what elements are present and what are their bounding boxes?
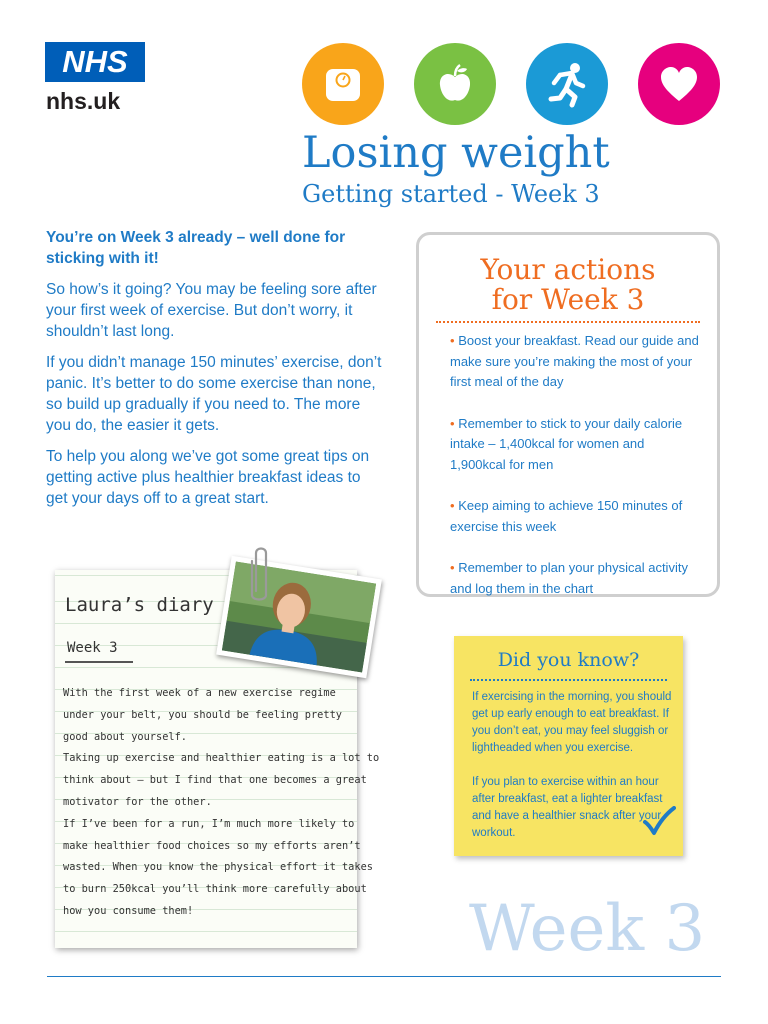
paperclip-icon: [248, 543, 274, 603]
did-you-know-note: [454, 636, 683, 856]
diary-line: motivator for the other.: [63, 795, 212, 808]
diary-title: Laura’s diary: [65, 594, 214, 616]
diary-line: If I’ve been for a run, I’m much more likely to: [63, 817, 355, 830]
actions-title: [419, 255, 717, 315]
diary-line: to burn 250kcal you’ll think more carefully about: [63, 883, 367, 896]
list-item-text: Remember to plan your physical activity and log them in the chart: [450, 560, 688, 596]
bullet-icon: •: [450, 415, 455, 431]
intro-paragraph: If you didn’t manage 150 minutes’ exercise, don’t panic. It’s better to do some exercise than none, so build up gradually if you need to. The more you do, the easier it gets.: [46, 354, 382, 434]
intro-paragraph: To help you along we’ve got some great tips on getting active plus healthier breakfast ideas to get your days off to a great start.: [46, 448, 370, 507]
dotted-divider: [470, 679, 667, 681]
diary-text: [63, 683, 380, 923]
actions-title-line: Your actions: [480, 253, 656, 286]
diary-underline: [65, 661, 133, 663]
nhs-logo: NHS: [45, 42, 145, 82]
bullet-icon: •: [450, 498, 455, 513]
did-you-know-paragraph: If you plan to exercise within an hour after breakfast, eat a lighter breakfast and have a healthier snack after your workout.: [472, 776, 663, 839]
running-icon: [526, 43, 608, 125]
bullet-icon: •: [450, 560, 455, 575]
diary-line: With the first week of a new exercise regime: [63, 687, 336, 699]
diary-line: think about – but I find that one becomes a great: [63, 774, 367, 787]
list-item-text: Remember to stick to your daily calorie intake – 1,400kcal for women and 1,900kcal for men: [450, 415, 683, 472]
diary-week: Week 3: [67, 640, 118, 656]
list-item-text: Keep aiming to achieve 150 minutes of exercise this week: [450, 498, 683, 534]
list-item: [450, 331, 700, 393]
intro-paragraph: So how’s it going? You may be feeling sore after your first week of exercise. But don’t worry, it shouldn’t last long.: [46, 281, 377, 340]
week-watermark: Week 3: [469, 892, 706, 966]
list-item: [450, 496, 700, 537]
diary-line: good about yourself.: [63, 730, 187, 743]
did-you-know-title: Did you know?: [497, 649, 640, 671]
bullet-icon: •: [450, 333, 455, 348]
dotted-divider: [436, 321, 700, 323]
list-item: [450, 414, 700, 476]
intro-lead: You’re on Week 3 already – well done for sticking with it!: [46, 229, 346, 267]
footer-divider: [47, 976, 721, 977]
diary-line: Taking up exercise and healthier eating is a lot to: [63, 752, 380, 765]
scales-icon: [302, 43, 384, 125]
actions-box: [416, 232, 720, 597]
page-title: Losing weight: [302, 128, 610, 178]
did-you-know-paragraph: If exercising in the morning, you should get up early enough to eat breakfast. If you don’t eat, you may feel sluggish or lightheaded when you exercise.: [472, 691, 672, 754]
diary-line: under your belt, you should be feeling pretty: [63, 708, 342, 721]
actions-list: [450, 331, 700, 620]
diary-line: how you consume them!: [63, 904, 194, 917]
list-item-text: Boost your breakfast. Read our guide and make sure you’re making the most of your first meal of the day: [450, 333, 699, 389]
intro-text: [46, 227, 386, 519]
heart-icon: [638, 43, 720, 125]
diary-line: make healthier food choices so my efforts aren’t: [63, 839, 361, 852]
actions-title-line: for Week 3: [491, 283, 645, 316]
list-item: [450, 558, 700, 599]
page-subtitle: Getting started - Week 3: [302, 180, 600, 208]
checkmark-icon: [642, 806, 676, 836]
apple-icon: [414, 43, 496, 125]
diary-line: wasted. When you know the physical effort it takes: [63, 861, 373, 874]
nhs-url: nhs.uk: [46, 88, 121, 114]
